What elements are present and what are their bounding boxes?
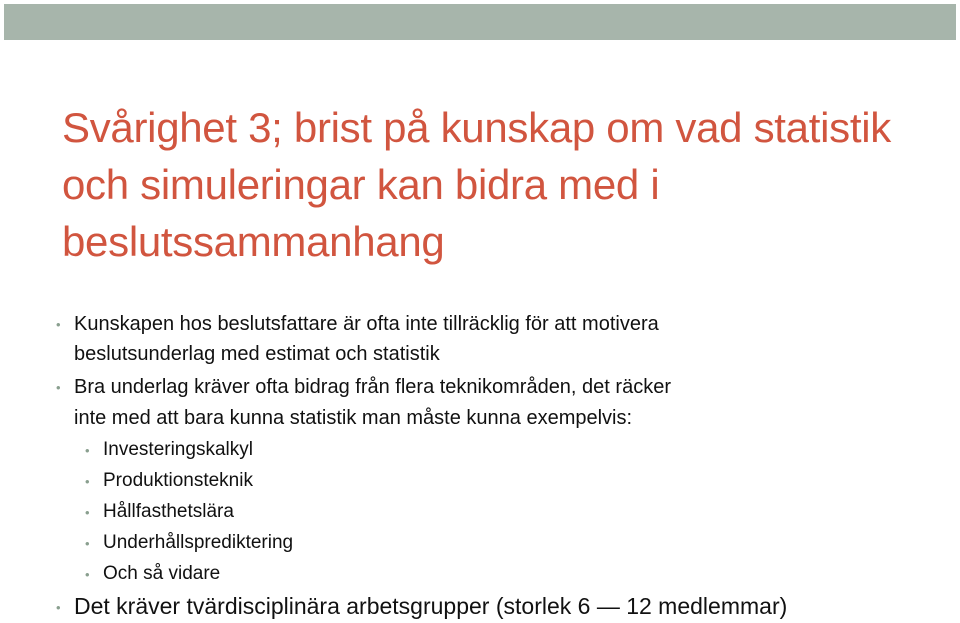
bullet-marker-icon: •: [56, 380, 61, 395]
bullet-continuation: [74, 339, 440, 369]
bullet-marker-icon: •: [56, 600, 61, 615]
bullet-text: beslutsunderlag med estimat och statistik: [74, 343, 440, 365]
sub-bullet-text: Investeringskalkyl: [103, 439, 253, 460]
bullet-marker-icon: •: [56, 317, 61, 332]
sub-bullet-item: [85, 497, 234, 527]
bullet-marker-icon: •: [85, 474, 90, 489]
bullet-marker-icon: •: [85, 505, 90, 520]
bullet-text: Kunskapen hos beslutsfattare är ofta inte tillräcklig för att motivera: [74, 313, 659, 335]
bullet-text: Bra underlag kräver ofta bidrag från flera teknikområden, det räcker: [74, 376, 671, 398]
sub-bullet-text: Och så vidare: [103, 563, 221, 584]
sub-bullet-text: Hållfasthetslära: [103, 501, 234, 522]
bullet-marker-icon: •: [85, 443, 90, 458]
bullet-marker-icon: •: [85, 567, 90, 582]
sub-bullet-item: [85, 435, 253, 465]
sub-bullet-item: [85, 559, 221, 589]
bullet-continuation: [74, 403, 632, 433]
bullet-text: Det kräver tvärdisciplinära arbetsgrupper (storlek 6 — 12 medlemmar): [74, 593, 788, 619]
sub-bullet-item: [85, 528, 294, 558]
sub-bullet-item: [85, 466, 253, 496]
slide-title: Svårighet 3; brist på kunskap om vad statistik och simuleringar kan bidra med i beslutssammanhang: [62, 104, 891, 265]
sub-bullet-text: Produktionsteknik: [103, 470, 253, 491]
sub-bullet-text: Underhållsprediktering: [103, 532, 294, 553]
bullet-item: [56, 590, 788, 622]
bullet-marker-icon: •: [85, 536, 90, 551]
bullet-item: [56, 309, 659, 339]
bullet-text: inte med att bara kunna statistik man måste kunna exempelvis:: [74, 407, 633, 429]
bullet-item: [56, 372, 671, 402]
